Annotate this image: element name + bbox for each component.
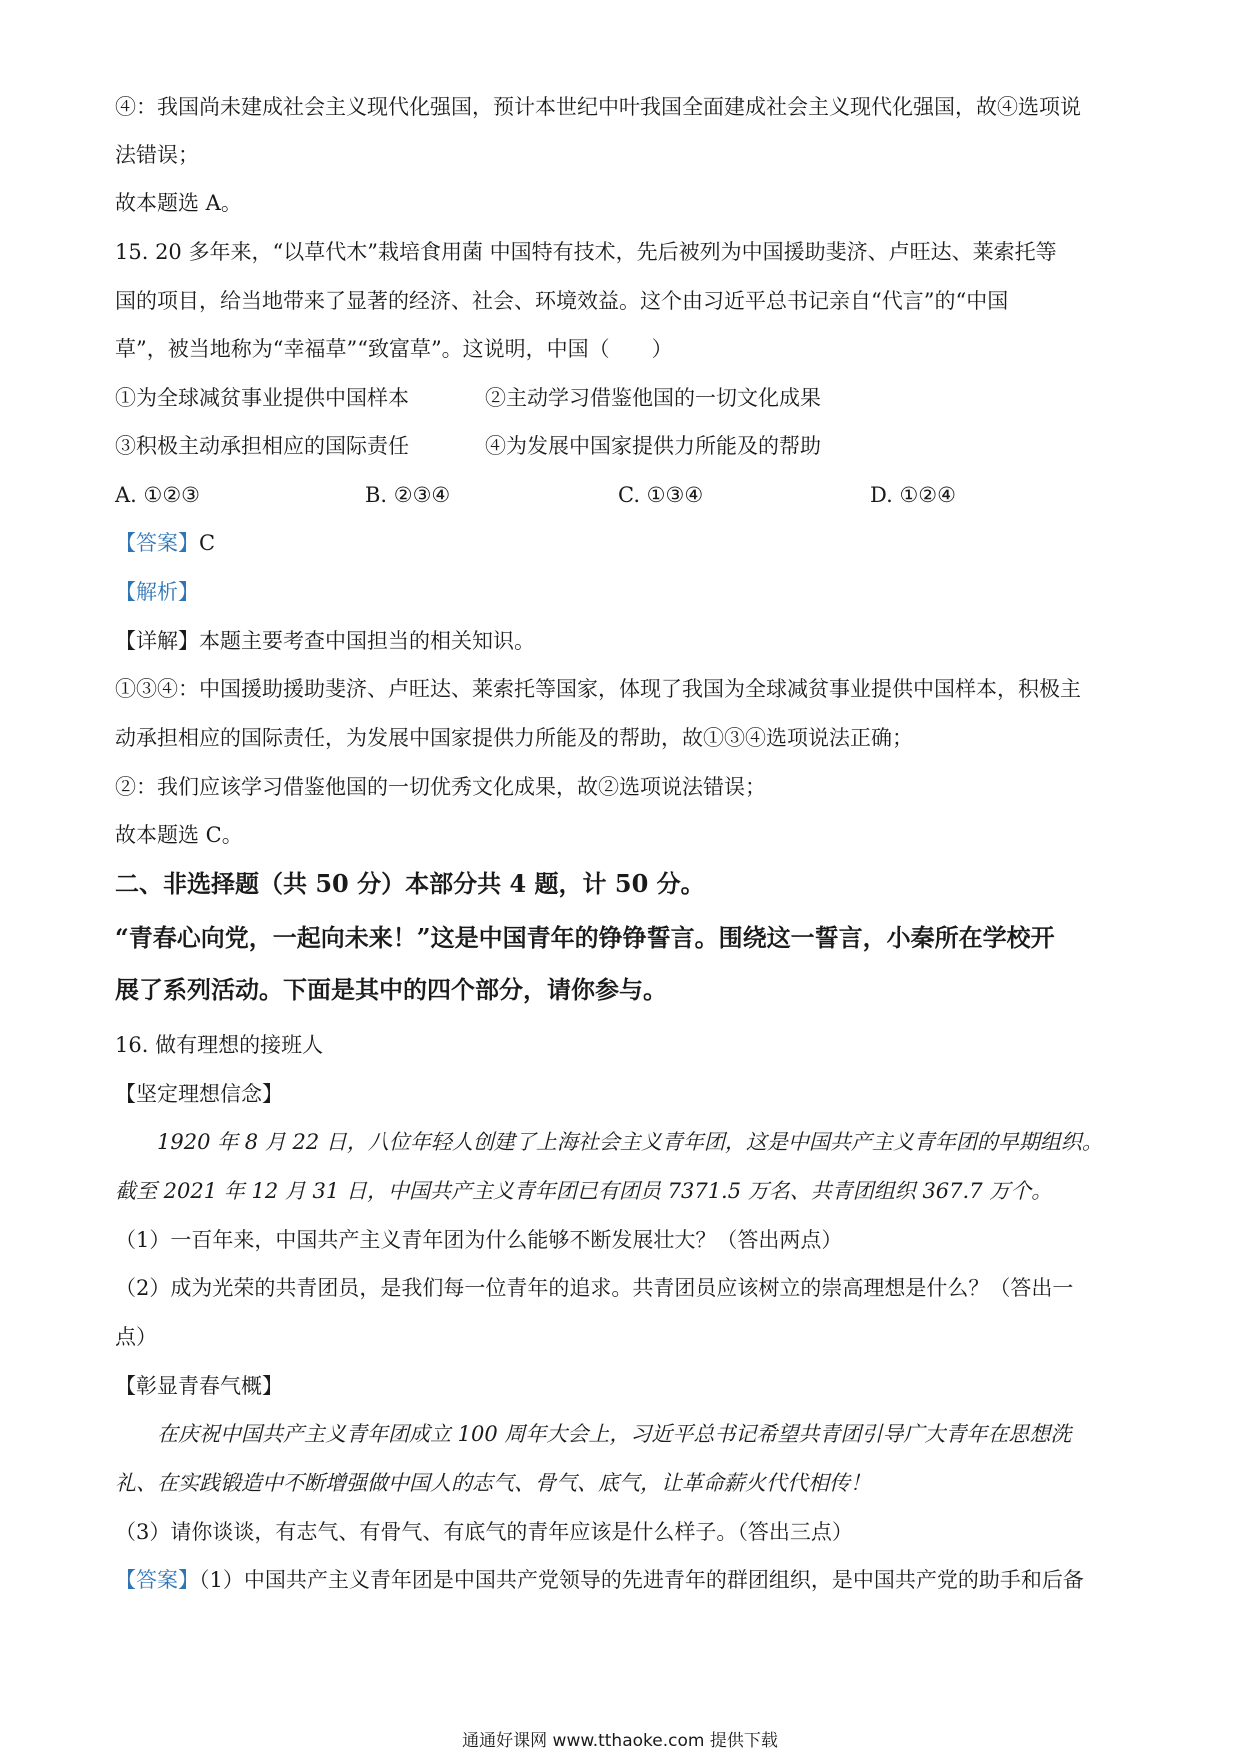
text-line: 故本题选 A。 [115,191,242,215]
option-d: D. ①②④ [870,483,956,507]
statement-4: ④为发展中国家提供力所能及的帮助 [485,434,821,458]
section-heading: 二、非选择题（共 50 分）本部分共 4 题，计 50 分。 [115,869,705,898]
statement-2: ②主动学习借鉴他国的一切文化成果 [485,386,821,410]
option-a: A. ①②③ [115,483,200,507]
answer-tag: 【答案】 [115,1568,199,1592]
detail-line: 【详解】本题主要考查中国担当的相关知识。 [115,629,535,653]
answer-line [115,1566,1084,1594]
explanation-line: ①③④：中国援助援助斐济、卢旺达、莱索托等国家，体现了我国为全球减贫事业提供中国样本，积极主 [115,677,1081,701]
explanation-line: ②：我们应该学习借鉴他国的一切优秀文化成果，故②选项说法错误； [115,775,766,799]
sub-question: 点） [115,1325,157,1349]
answer-tag: 【答案】 [115,531,199,555]
option-c: C. ①③④ [618,483,704,507]
sub-question: （2）成为光荣的共青团员，是我们每一位青年的追求。共青团员应该树立的崇高理想是什么？（答出一 [115,1276,1074,1300]
sub-question: （1）一百年来，中国共产主义青年团为什么能够不断发展壮大？（答出两点） [115,1228,843,1252]
explanation-line: 故本题选 C。 [115,823,243,847]
analysis-tag: 【解析】 [115,580,199,604]
question-15-line: 15. 20 多年来，“以草代木”栽培食用菌 中国特有技术，先后被列为中国援助斐济、卢旺达、莱索托等 [115,240,1057,264]
material-line: 截至 2021 年 12 月 31 日，中国共产主义青年团已有团员 7371.5 万名、共青团组织 367.7 万个。 [115,1179,1053,1203]
subheading: 【彰显青春气概】 [115,1374,283,1398]
section-intro: “青春心向党，一起向未来！”这是中国青年的铮铮誓言。围绕这一誓言，小秦所在学校开 [115,923,1055,952]
subheading: 【坚定理想信念】 [115,1082,283,1106]
question-15-line: 国的项目，给当地带来了显著的经济、社会、环境效益。这个由习近平总书记亲自“代言”的“中国 [115,289,1009,313]
material-line: 礼、在实践锻造中不断增强做中国人的志气、骨气、底气，让革命薪火代代相传！ [115,1471,871,1495]
text-line: 法错误； [115,143,199,167]
statement-1: ①为全球减贫事业提供中国样本 [115,386,409,410]
answer-line [115,529,215,557]
option-b: B. ②③④ [365,483,451,507]
question-15-line: 草”，被当地称为“幸福草”“致富草”。这说明，中国（ ） [115,337,673,361]
answer-value: C [199,531,216,555]
sub-question: （3）请你谈谈，有志气、有骨气、有底气的青年应该是什么样子。（答出三点） [115,1520,853,1544]
explanation-line: 动承担相应的国际责任，为发展中国家提供力所能及的帮助，故①③④选项说法正确； [115,726,913,750]
footer-credit: 通通好课网 www.tthaoke.com 提供下载 [462,1731,778,1751]
answer-text: （1）中国共产主义青年团是中国共产党领导的先进青年的群团组织，是中国共产党的助手和后备 [199,1568,1084,1592]
section-intro: 展了系列活动。下面是其中的四个部分，请你参与。 [115,975,667,1004]
question-16-title: 16. 做有理想的接班人 [115,1033,324,1057]
material-line: 在庆祝中国共产主义青年团成立 100 周年大会上，习近平总书记希望共青团引导广大青年在思想洗 [157,1422,1072,1446]
material-line: 1920 年 8 月 22 日，八位年轻人创建了上海社会主义青年团，这是中国共产主义青年团的早期组织。 [157,1130,1103,1154]
statement-3: ③积极主动承担相应的国际责任 [115,434,409,458]
text-line: ④：我国尚未建成社会主义现代化强国，预计本世纪中叶我国全面建成社会主义现代化强国，故④选项说 [115,95,1081,119]
